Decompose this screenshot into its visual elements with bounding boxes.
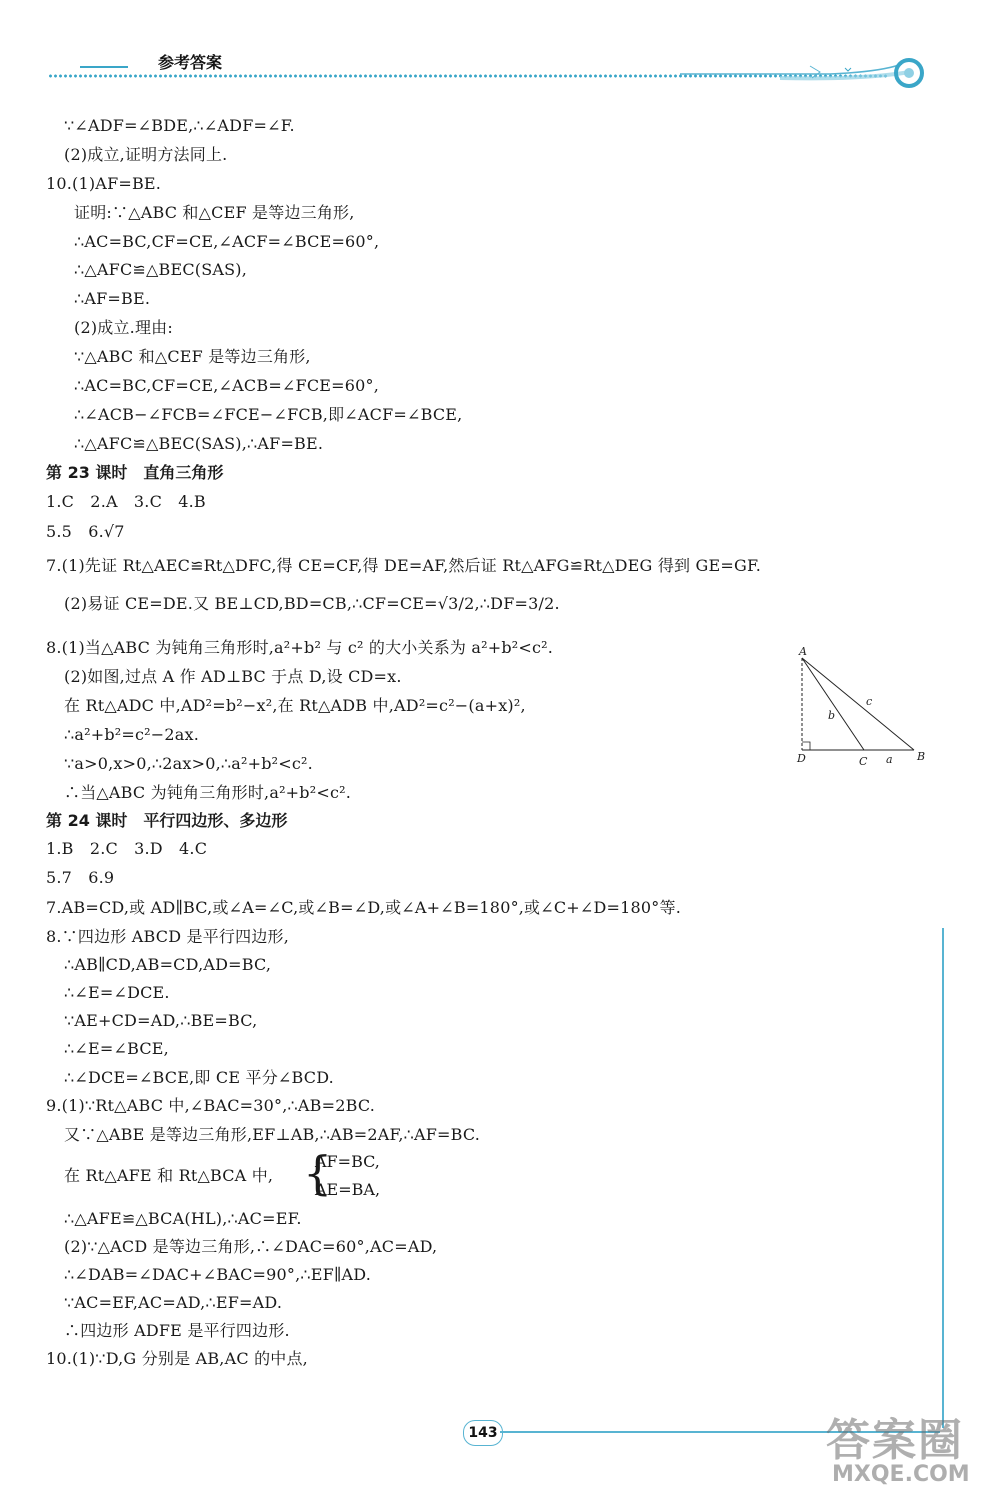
watermark-main: 答案圈	[826, 1415, 964, 1466]
section-heading-23: 第 23 课时 直角三角形	[46, 463, 224, 482]
condition-line-1: AF=BC,	[315, 1152, 380, 1171]
answer-line: ∴∠DAB=∠DAC+∠BAC=90°,∴EF∥AD.	[64, 1265, 372, 1284]
answer-line: ∴四边形 ADFE 是平行四边形.	[64, 1321, 290, 1340]
answer-line: 1.C 2.A 3.C 4.B	[46, 492, 206, 511]
answer-line: ∴AB∥CD,AB=CD,AD=BC,	[64, 955, 272, 974]
right-margin-rule	[942, 928, 944, 1428]
watermark-url: MXQE.COM	[832, 1462, 970, 1487]
side-b	[802, 658, 864, 750]
answer-line: 8.∵四边形 ABCD 是平行四边形,	[46, 927, 290, 946]
answer-line: 又∵△ABE 是等边三角形,EF⊥AB,∴AB=2AF,∴AF=BC.	[64, 1125, 481, 1144]
answer-line: ∵AE+CD=AD,∴BE=BC,	[64, 1011, 258, 1030]
answer-line: 1.B 2.C 3.D 4.C	[46, 839, 208, 858]
answer-line: ∴∠E=∠DCE.	[64, 983, 170, 1002]
label-D: D	[797, 752, 806, 765]
answer-line: ∴∠DCE=∠BCE,即 CE 平分∠BCD.	[64, 1068, 334, 1087]
label-C: C	[859, 755, 868, 768]
question-line: 10.(1)∵D,G 分别是 AB,AC 的中点,	[46, 1349, 308, 1368]
page-header-title: 参考答案	[158, 53, 223, 72]
condition-line-2: AE=BA,	[315, 1180, 381, 1199]
obtuse-triangle-figure	[790, 644, 940, 774]
header-accent-line	[80, 66, 128, 68]
answer-line: ∵AC=EF,AC=AD,∴EF=AD.	[64, 1293, 283, 1312]
answer-line: 证明:∵△ABC 和△CEF 是等边三角形,	[74, 203, 355, 222]
answer-line: 7.(1)先证 Rt△AEC≌Rt△DFC,得 CE=CF,得 DE=AF,然后证 Rt△AFG≌Rt△DEG 得到 GE=GF.	[46, 556, 762, 575]
answer-line: (2)成立.理由:	[74, 318, 173, 337]
answer-line: ∴AC=BC,CF=CE,∠ACF=∠BCE=60°,	[74, 232, 380, 251]
section-heading-24: 第 24 课时 平行四边形、多边形	[46, 811, 288, 830]
answer-line: 在 Rt△ADC 中,AD²=b²−x²,在 Rt△ADB 中,AD²=c²−(a+x)²,	[64, 696, 526, 715]
answer-line: ∴△AFE≌△BCA(HL),∴AC=EF.	[64, 1209, 302, 1228]
answer-line: 在 Rt△AFE 和 Rt△BCA 中,	[64, 1166, 274, 1185]
answer-line: 8.(1)当△ABC 为钝角三角形时,a²+b² 与 c² 的大小关系为 a²+b²<c².	[46, 638, 554, 657]
page-number: 143	[463, 1420, 503, 1446]
answer-line: (2)如图,过点 A 作 AD⊥BC 于点 D,设 CD=x.	[64, 667, 402, 686]
label-a: a	[886, 753, 893, 766]
label-b: b	[828, 709, 836, 722]
answer-line: ∴∠E=∠BCE,	[64, 1039, 169, 1058]
answer-line: ∴△AFC≌△BEC(SAS),	[74, 260, 248, 279]
answer-line: 5.5 6.√7	[46, 522, 125, 541]
answer-line: (2)成立,证明方法同上.	[64, 145, 228, 164]
answer-line: ∵△ABC 和△CEF 是等边三角形,	[74, 347, 311, 366]
label-A: A	[799, 645, 807, 658]
answer-line: ∵a>0,x>0,∴2ax>0,∴a²+b²<c².	[64, 754, 313, 773]
answer-line: (2)易证 CE=DE.又 BE⊥CD,BD=CB,∴CF=CE=√3/2,∴DF=3/2.	[64, 594, 560, 613]
label-c: c	[866, 695, 873, 708]
answer-line: ∴AF=BE.	[74, 289, 151, 308]
answer-line: ∴a²+b²=c²−2ax.	[64, 725, 200, 744]
header-swoosh-decoration	[680, 52, 930, 92]
answer-line: ∴AC=BC,CF=CE,∠ACB=∠FCE=60°,	[74, 376, 380, 395]
answer-line: 5.7 6.9	[46, 868, 115, 887]
answer-line: ∴当△ABC 为钝角三角形时,a²+b²<c².	[64, 783, 352, 802]
label-B: B	[917, 750, 926, 763]
question-line: 10.(1)AF=BE.	[46, 174, 162, 193]
system-of-conditions	[303, 1148, 413, 1204]
answer-line: ∵∠ADF=∠BDE,∴∠ADF=∠F.	[64, 116, 295, 135]
brace-glyph: {	[303, 1146, 333, 1200]
answer-line: ∴△AFC≌△BEC(SAS),∴AF=BE.	[74, 434, 324, 453]
answer-line: 7.AB=CD,或 AD∥BC,或∠A=∠C,或∠B=∠D,或∠A+∠B=180°,或∠C+∠D=180°等.	[46, 898, 681, 917]
answer-line: 9.(1)∵Rt△ABC 中,∠BAC=30°,∴AB=2BC.	[46, 1096, 376, 1115]
right-angle-mark	[802, 742, 810, 750]
side-c	[802, 658, 914, 750]
answer-line: (2)∵△ACD 是等边三角形,∴∠DAC=60°,AC=AD,	[64, 1237, 438, 1256]
answer-line: ∴∠ACB−∠FCB=∠FCE−∠FCB,即∠ACF=∠BCE,	[74, 405, 463, 424]
